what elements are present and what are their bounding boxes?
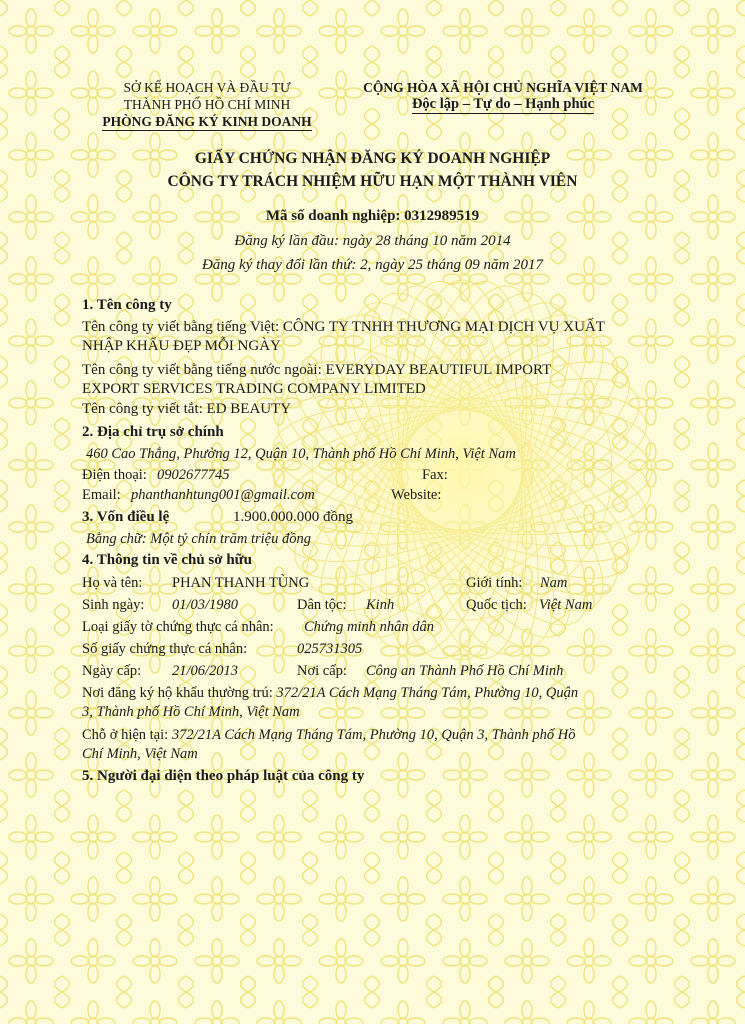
section-4-heading: 4. Thông tin về chủ sở hữu bbox=[82, 552, 253, 568]
id-type-label: Loại giấy tờ chứng thực cá nhân: bbox=[82, 619, 274, 635]
section-1-heading: 1. Tên công ty bbox=[82, 297, 172, 313]
dob-label: Sinh ngày: bbox=[82, 597, 145, 613]
section-2-heading: 2. Địa chỉ trụ sở chính bbox=[82, 424, 224, 440]
phone-label: Điện thoại: bbox=[82, 467, 147, 483]
national-heading bbox=[348, 79, 658, 113]
id-number-label: Số giấy chứng thực cá nhân: bbox=[82, 641, 248, 657]
permanent-residence-line-2: 3, Thành phố Hồ Chí Minh, Việt Nam bbox=[82, 704, 300, 720]
gender-label: Giới tính: bbox=[466, 575, 523, 591]
section-3-heading: 3. Vốn điều lệ bbox=[82, 509, 170, 525]
business-code: Mã số doanh nghiệp: 0312989519 bbox=[265, 208, 480, 224]
national-title: CỘNG HÒA XÃ HỘI CHỦ NGHĨA VIỆT NAM bbox=[363, 80, 643, 95]
phone-value: 0902677745 bbox=[157, 467, 230, 483]
email-label: Email: bbox=[82, 487, 121, 503]
vietnamese-name-line-1: Tên công ty viết bằng tiếng Việt: CÔNG TY TNHH THƯƠNG MẠI DỊCH VỤ XUẤT bbox=[82, 319, 605, 335]
ethnicity-value: Kinh bbox=[366, 597, 395, 613]
id-type-value: Chứng minh nhân dân bbox=[304, 619, 434, 635]
authority-line-3: PHÒNG ĐĂNG KÝ KINH DOANH bbox=[102, 114, 312, 129]
current-residence-value: 372/21A Cách Mạng Tháng Tám, Phường 10, Quận 3, Thành phố Hồ bbox=[171, 727, 576, 743]
id-number-value: 025731305 bbox=[297, 641, 363, 657]
authority-line-2: THÀNH PHỐ HỒ CHÍ MINH bbox=[123, 97, 291, 112]
charter-capital: 1.900.000.000 đồng bbox=[233, 509, 353, 525]
company-type-title: CÔNG TY TRÁCH NHIỆM HỮU HẠN MỘT THÀNH VIÊN bbox=[167, 173, 578, 190]
foreign-name-line-2: EXPORT SERVICES TRADING COMPANY LIMITED bbox=[82, 381, 426, 397]
change-registration-date: Đăng ký thay đổi lần thứ: 2, ngày 25 tháng 09 năm 2017 bbox=[201, 257, 544, 273]
issuing-authority bbox=[92, 79, 322, 130]
fax-label: Fax: bbox=[422, 467, 448, 483]
permanent-residence-label: Nơi đăng ký hộ khẩu thường trú: bbox=[82, 685, 273, 701]
short-name: Tên công ty viết tắt: ED BEAUTY bbox=[82, 401, 292, 417]
head-office-address: 460 Cao Thắng, Phường 12, Quận 10, Thành phố Hồ Chí Minh, Việt Nam bbox=[86, 446, 516, 462]
authority-line-1: SỞ KẾ HOẠCH VÀ ĐẦU TƯ bbox=[123, 80, 291, 95]
gender-value: Nam bbox=[540, 575, 568, 591]
permanent-residence-value: 372/21A Cách Mạng Tháng Tám, Phường 10, Quận bbox=[276, 685, 579, 701]
owner-name-label: Họ và tên: bbox=[82, 575, 143, 591]
vietnamese-name-line-2: NHẬP KHẨU ĐẸP MỖI NGÀY bbox=[82, 338, 281, 354]
current-residence-line-2: Chí Minh, Việt Nam bbox=[82, 746, 198, 762]
ethnicity-label: Dân tộc: bbox=[297, 597, 347, 613]
current-residence-label: Chỗ ở hiện tại: bbox=[82, 727, 169, 743]
dob-value: 01/03/1980 bbox=[172, 597, 239, 613]
first-registration-date: Đăng ký lần đầu: ngày 28 tháng 10 năm 2014 bbox=[234, 233, 511, 249]
nationality-label: Quốc tịch: bbox=[466, 597, 527, 613]
email-value: phanthanhtung001@gmail.com bbox=[131, 487, 315, 503]
section-5-heading: 5. Người đại diện theo pháp luật của công ty bbox=[82, 768, 365, 784]
national-motto: Độc lập – Tự do – Hạnh phúc bbox=[411, 96, 595, 112]
capital-in-words: Bằng chữ: Một tỷ chín trăm triệu đồng bbox=[86, 531, 311, 547]
website-label: Website: bbox=[391, 487, 442, 503]
issue-place-label: Nơi cấp: bbox=[297, 663, 347, 679]
issue-date-label: Ngày cấp: bbox=[82, 663, 142, 679]
current-residence bbox=[82, 727, 576, 744]
issue-date-value: 21/06/2013 bbox=[172, 663, 239, 679]
permanent-residence bbox=[82, 685, 578, 702]
owner-name-value: PHAN THANH TÙNG bbox=[172, 575, 310, 591]
nationality-value: Việt Nam bbox=[539, 597, 593, 613]
certificate-title: GIẤY CHỨNG NHẬN ĐĂNG KÝ DOANH NGHIỆP bbox=[194, 150, 551, 167]
issue-place-value: Công an Thành Phố Hồ Chí Minh bbox=[366, 663, 564, 679]
foreign-name-line-1: Tên công ty viết bằng tiếng nước ngoài: EVERYDAY BEAUTIFUL IMPORT bbox=[82, 362, 552, 378]
